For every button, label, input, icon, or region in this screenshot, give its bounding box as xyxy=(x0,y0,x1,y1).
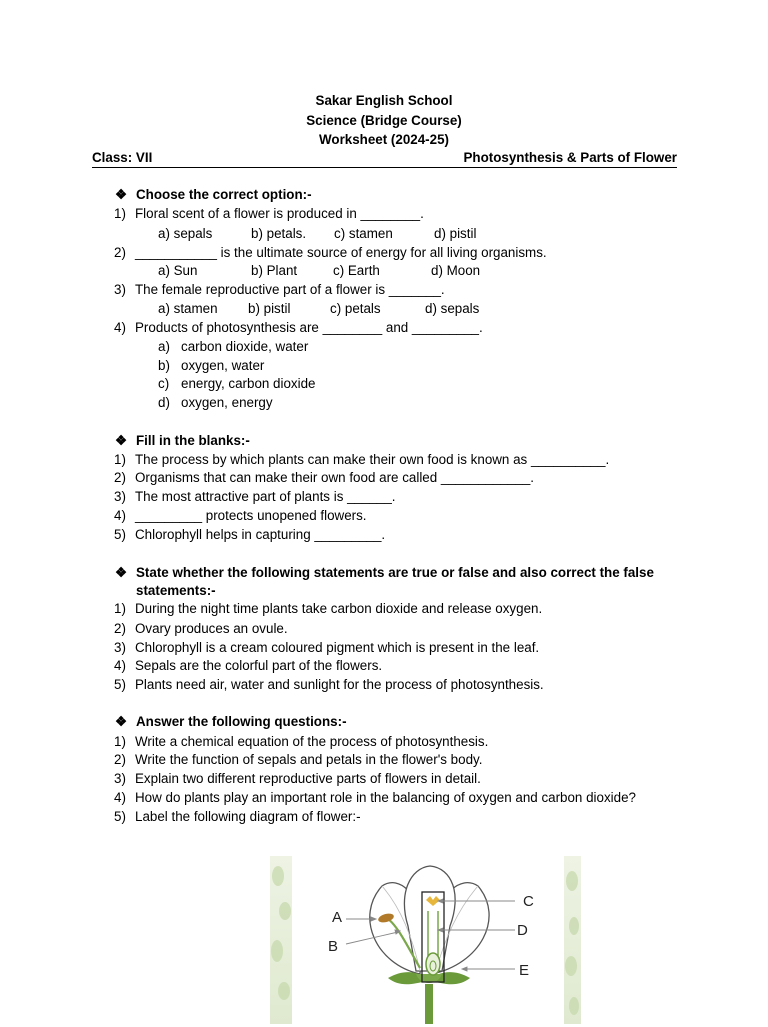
question-text: Sepals are the colorful part of the flowers. xyxy=(135,658,383,673)
question-text: Chlorophyll is a cream coloured pigment which is present in the leaf. xyxy=(135,640,540,655)
question-text: Label the following diagram of flower:- xyxy=(135,809,361,824)
question-text: Floral scent of a flower is produced in ________. xyxy=(135,206,424,221)
class-topic-line xyxy=(92,150,677,168)
question-text: The process by which plants can make their own food is known as __________. xyxy=(135,452,610,467)
question-text: _________ protects unopened flowers. xyxy=(135,508,367,523)
label-b: B xyxy=(328,938,339,955)
question-text: Write the function of sepals and petals in the flower's body. xyxy=(135,752,483,767)
question-number: 2) xyxy=(114,245,126,260)
question-number: 2) xyxy=(114,621,126,636)
question-number: 4) xyxy=(114,790,126,805)
diamond-bullet-icon: ❖ xyxy=(115,433,128,448)
question-text: The female reproductive part of a flower is _______. xyxy=(135,282,445,297)
question-number: 5) xyxy=(114,809,126,824)
flower-diagram-svg xyxy=(270,856,581,1024)
question-text: How do plants play an important role in the balancing of oxygen and carbon dioxide? xyxy=(135,790,636,805)
school-name: Sakar English School xyxy=(315,93,453,108)
topic-label: Photosynthesis & Parts of Flower xyxy=(463,150,677,165)
diamond-bullet-icon: ❖ xyxy=(115,565,128,580)
mcq-1-option-b: b) petals. xyxy=(251,226,307,241)
mcq-4-option-b-text: oxygen, water xyxy=(181,358,265,373)
mcq-3-option-c: c) petals xyxy=(330,301,381,316)
question-text: Chlorophyll helps in capturing _________. xyxy=(135,527,386,542)
question-text: ___________ is the ultimate source of energy for all living organisms. xyxy=(135,245,547,260)
question-text: The most attractive part of plants is ______. xyxy=(135,489,396,504)
question-number: 4) xyxy=(114,320,126,335)
question-text: Write a chemical equation of the process of photosynthesis. xyxy=(135,734,489,749)
mcq-2-option-d: d) Moon xyxy=(431,263,481,278)
question-number: 1) xyxy=(114,452,126,467)
label-e: E xyxy=(519,962,530,979)
diamond-bullet-icon: ❖ xyxy=(115,714,128,729)
mcq-4-option-d-letter: d) xyxy=(158,395,170,410)
question-number: 3) xyxy=(114,282,126,297)
question-number: 2) xyxy=(114,470,126,485)
question-text: Organisms that can make their own food are called ____________. xyxy=(135,470,534,485)
mcq-3-option-a: a) stamen xyxy=(158,301,218,316)
label-d: D xyxy=(517,922,528,939)
mcq-2-option-b: b) Plant xyxy=(251,263,298,278)
section-tf-title xyxy=(115,565,654,581)
subject-title: Science (Bridge Course) xyxy=(306,113,462,128)
question-number: 3) xyxy=(114,771,126,786)
section-answer-title xyxy=(115,714,347,730)
section-mcq-title xyxy=(115,187,312,203)
question-number: 4) xyxy=(114,658,126,673)
label-a: A xyxy=(332,909,343,926)
mcq-1-option-a: a) sepals xyxy=(158,226,213,241)
mcq-4-option-a-text: carbon dioxide, water xyxy=(181,339,309,354)
mcq-2-option-c: c) Earth xyxy=(333,263,380,278)
section-fill-title xyxy=(115,433,250,449)
question-number: 2) xyxy=(114,752,126,767)
question-number: 1) xyxy=(114,734,126,749)
section-title-text: State whether the following statements are true or false and also correct the false xyxy=(136,565,654,580)
question-text: During the night time plants take carbon dioxide and release oxygen. xyxy=(135,601,543,616)
mcq-4-option-d-text: oxygen, energy xyxy=(181,395,273,410)
mcq-4-option-b-letter: b) xyxy=(158,358,170,373)
question-number: 1) xyxy=(114,206,126,221)
mcq-3-option-d: d) sepals xyxy=(425,301,480,316)
section-title-text: Choose the correct option:- xyxy=(136,187,312,202)
question-number: 3) xyxy=(114,489,126,504)
label-c: C xyxy=(523,893,534,910)
diamond-bullet-icon: ❖ xyxy=(115,187,128,202)
mcq-4-option-a-letter: a) xyxy=(158,339,170,354)
section-title-text: Answer the following questions:- xyxy=(136,714,347,729)
mcq-4-option-c-letter: c) xyxy=(158,376,170,391)
mcq-2-option-a: a) Sun xyxy=(158,263,198,278)
question-number: 3) xyxy=(114,640,126,655)
question-text: Products of photosynthesis are ________ and _________. xyxy=(135,320,483,335)
section-tf-title-cont: statements:- xyxy=(136,583,216,598)
question-number: 4) xyxy=(114,508,126,523)
question-number: 5) xyxy=(114,677,126,692)
stem xyxy=(425,984,433,1024)
mcq-1-option-d: d) pistil xyxy=(434,226,477,241)
question-text: Ovary produces an ovule. xyxy=(135,621,288,636)
class-label: Class: VII xyxy=(92,150,153,165)
question-text: Plants need air, water and sunlight for the process of photosynthesis. xyxy=(135,677,544,692)
question-number: 1) xyxy=(114,601,126,616)
worksheet-title: Worksheet (2024-25) xyxy=(319,132,449,147)
question-text: Explain two different reproductive parts of flowers in detail. xyxy=(135,771,481,786)
mcq-3-option-b: b) pistil xyxy=(248,301,291,316)
mcq-4-option-c-text: energy, carbon dioxide xyxy=(181,376,316,391)
mcq-1-option-c: c) stamen xyxy=(334,226,393,241)
question-number: 5) xyxy=(114,527,126,542)
flower-diagram xyxy=(270,856,581,1024)
section-title-text: Fill in the blanks:- xyxy=(136,433,250,448)
